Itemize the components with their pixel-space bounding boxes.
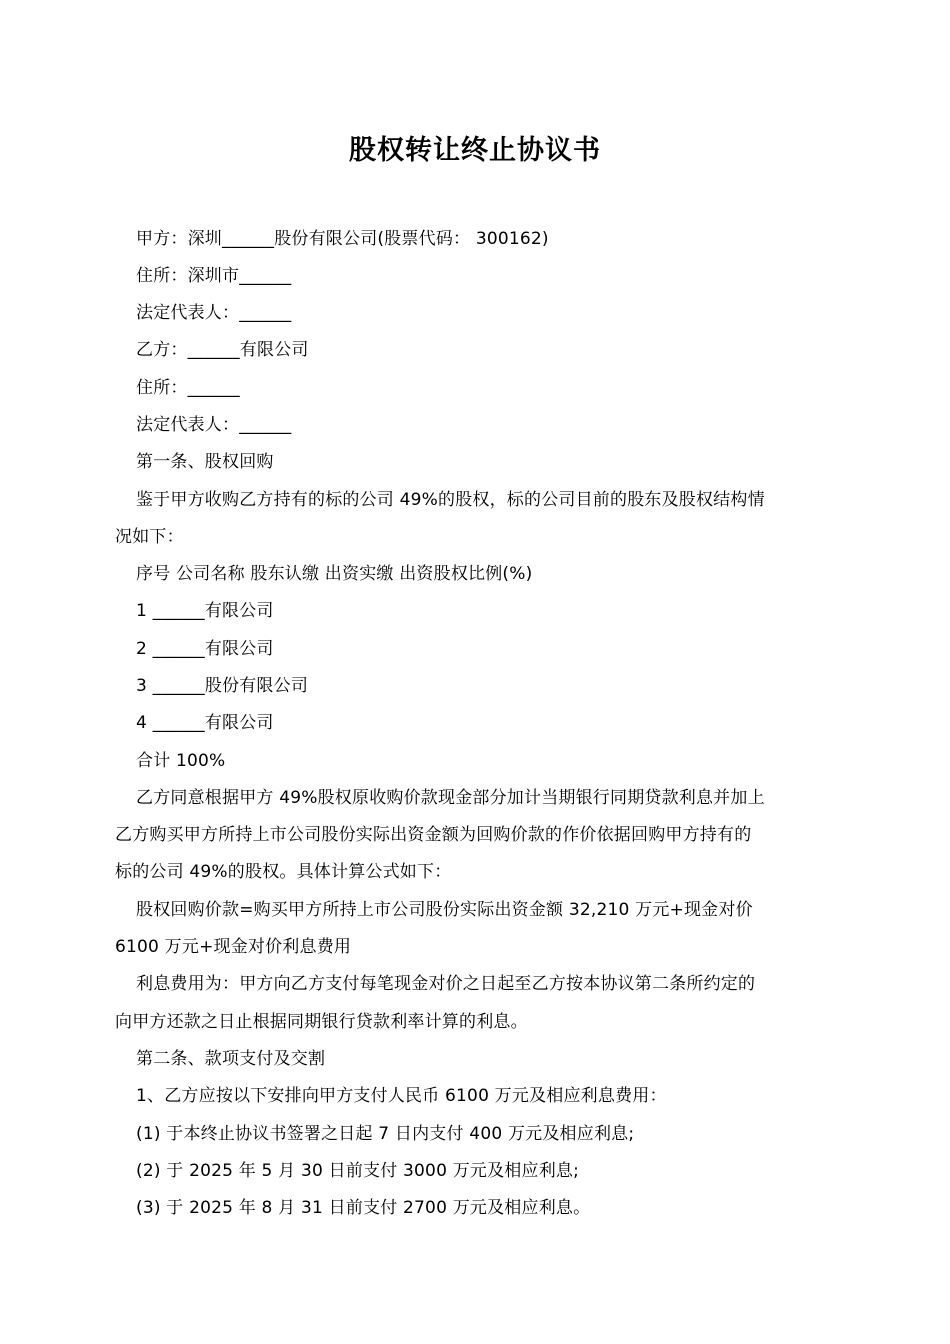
shareholding-row: 1 ______有限公司 xyxy=(136,601,274,621)
party-b-name: 乙方：______有限公司 xyxy=(136,340,309,360)
document-title: 股权转让终止协议书 xyxy=(349,135,601,166)
payment-clause: 1、乙方应按以下安排向甲方支付人民币 6100 万元及相应利息费用： xyxy=(136,1086,667,1106)
shareholding-total: 合计 100% xyxy=(136,751,226,771)
paragraph-line: 况如下： xyxy=(115,527,184,547)
party-b-representative: 法定代表人：______ xyxy=(136,415,292,435)
shareholding-header: 序号 公司名称 股东认缴 出资实缴 出资股权比例(%) xyxy=(136,564,533,584)
party-a-representative: 法定代表人：______ xyxy=(136,303,292,323)
shareholding-row: 4 ______有限公司 xyxy=(136,713,274,733)
paragraph-line: 利息费用为：甲方向乙方支付每笔现金对价之日起至乙方按本协议第二条所约定的 xyxy=(136,974,756,994)
shareholding-row: 2 ______有限公司 xyxy=(136,639,274,659)
formula-line: 股权回购价款=购买甲方所持上市公司股份实际出资金额 32,210 万元+现金对价 xyxy=(136,900,753,920)
party-a-name: 甲方：深圳______股份有限公司(股票代码： 300162) xyxy=(136,229,549,249)
shareholding-row: 3 ______股份有限公司 xyxy=(136,676,309,696)
article-2-heading: 第二条、款项支付及交割 xyxy=(136,1049,326,1069)
payment-item: (3) 于 2025 年 8 月 31 日前支付 2700 万元及相应利息。 xyxy=(136,1198,591,1218)
article-1-heading: 第一条、股权回购 xyxy=(136,452,274,472)
paragraph-line: 乙方同意根据甲方 49%股权原收购价款现金部分加计当期银行同期贷款利息并加上 xyxy=(136,788,765,808)
party-b-address: 住所：______ xyxy=(136,378,240,398)
paragraph-line: 标的公司 49%的股权。具体计算公式如下： xyxy=(115,862,452,882)
payment-item: (1) 于本终止协议书签署之日起 7 日内支付 400 万元及相应利息; xyxy=(136,1124,635,1144)
party-a-address: 住所：深圳市______ xyxy=(136,266,292,286)
paragraph-line: 向甲方还款之日止根据同期银行贷款利率计算的利息。 xyxy=(115,1012,528,1032)
paragraph-line: 乙方购买甲方所持上市公司股份实际出资金额为回购价款的作价依据回购甲方持有的 xyxy=(115,825,752,845)
payment-item: (2) 于 2025 年 5 月 30 日前支付 3000 万元及相应利息; xyxy=(136,1161,580,1181)
formula-line: 6100 万元+现金对价利息费用 xyxy=(115,937,352,957)
paragraph-line: 鉴于甲方收购乙方持有的标的公司 49%的股权，标的公司目前的股东及股权结构情 xyxy=(136,490,765,510)
